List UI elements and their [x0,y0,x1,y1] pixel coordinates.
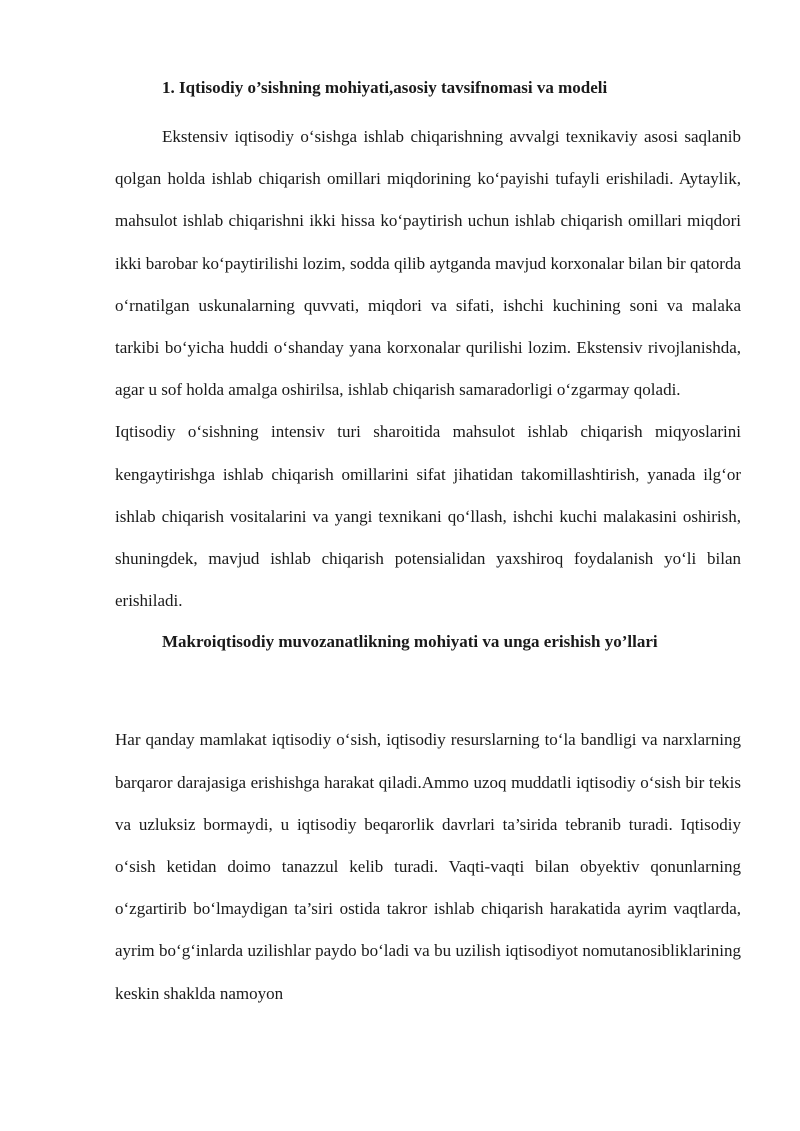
paragraph-macro-equilibrium: Har qanday mamlakat iqtisodiy o‘sish, iqtisodiy resurslarning to‘la bandligi va narxlarning barqaror darajasiga erishishga harakat qiladi.Ammo uzoq muddatli iqtisodiy o‘sish bir tekis va uzluksiz bormaydi, u iqtisodiy beqarorlik davrlari ta’sirida tebranib turadi. Iqtisodiy o‘sish ketidan doimo tanazzul kelib turadi. Vaqti-vaqti bilan obyektiv qonunlarning o‘zgartirib bo‘lmaydigan ta’siri ostida takror ishlab chiqarish harakatida ayrim vaqtlarda, ayrim bo‘g‘inlarda uzilishlar paydo bo‘ladi va bu uzilish iqtisodiyot nomutanosibliklarining keskin shaklda namoyon [115,730,741,1003]
paragraph-intensive-growth: Iqtisodiy o‘sishning intensiv turi sharoitida mahsulot ishlab chiqarish miqyoslarini kengaytirishga ishlab chiqarish omillarini sifat jihatidan takomillashtirish, yanada ilg‘or ishlab chiqarish vositalarini va yangi texnikani qo‘llash, ishchi kuchi malakasini oshirish, shuningdek, mavjud ishlab chiqarish potensialidan yaxshiroq foydalanish yo‘li bilan erishiladi. [115,422,741,611]
section-heading-2: Makroiqtisodiy muvozanatlikning mohiyati va unga erishish yo’llari [162,632,658,652]
section-heading-1: 1. Iqtisodiy o’sishning mohiyati,asosiy tavsifnomasi va modeli [162,78,608,97]
document-body [115,74,741,1015]
section-spacer [115,655,741,719]
paragraph-extensive-growth: Ekstensiv iqtisodiy o‘sishga ishlab chiqarishning avvalgi texnikaviy asosi saqlanib qolgan holda ishlab chiqarish omillari miqdorining ko‘payishi tufayli erishiladi. Aytaylik, mahsulot ishlab chiqarishni ikki hissa ko‘paytirish uchun ishlab chiqarish omillari miqdori ikki barobar ko‘paytirilishi lozim, sodda qilib aytganda mavjud korxonalar bilan bir qatorda o‘rnatilgan uskunalarning quvvati, miqdori va sifati, ishchi kuchining soni va malaka tarkibi bo‘yicha huddi o‘shanday yana korxonalar qurilishi lozim. Ekstensiv rivojlanishda, agar u sof holda amalga oshirilsa, ishlab chiqarish samaradorligi o‘zgarmay qoladi. [115,127,741,400]
